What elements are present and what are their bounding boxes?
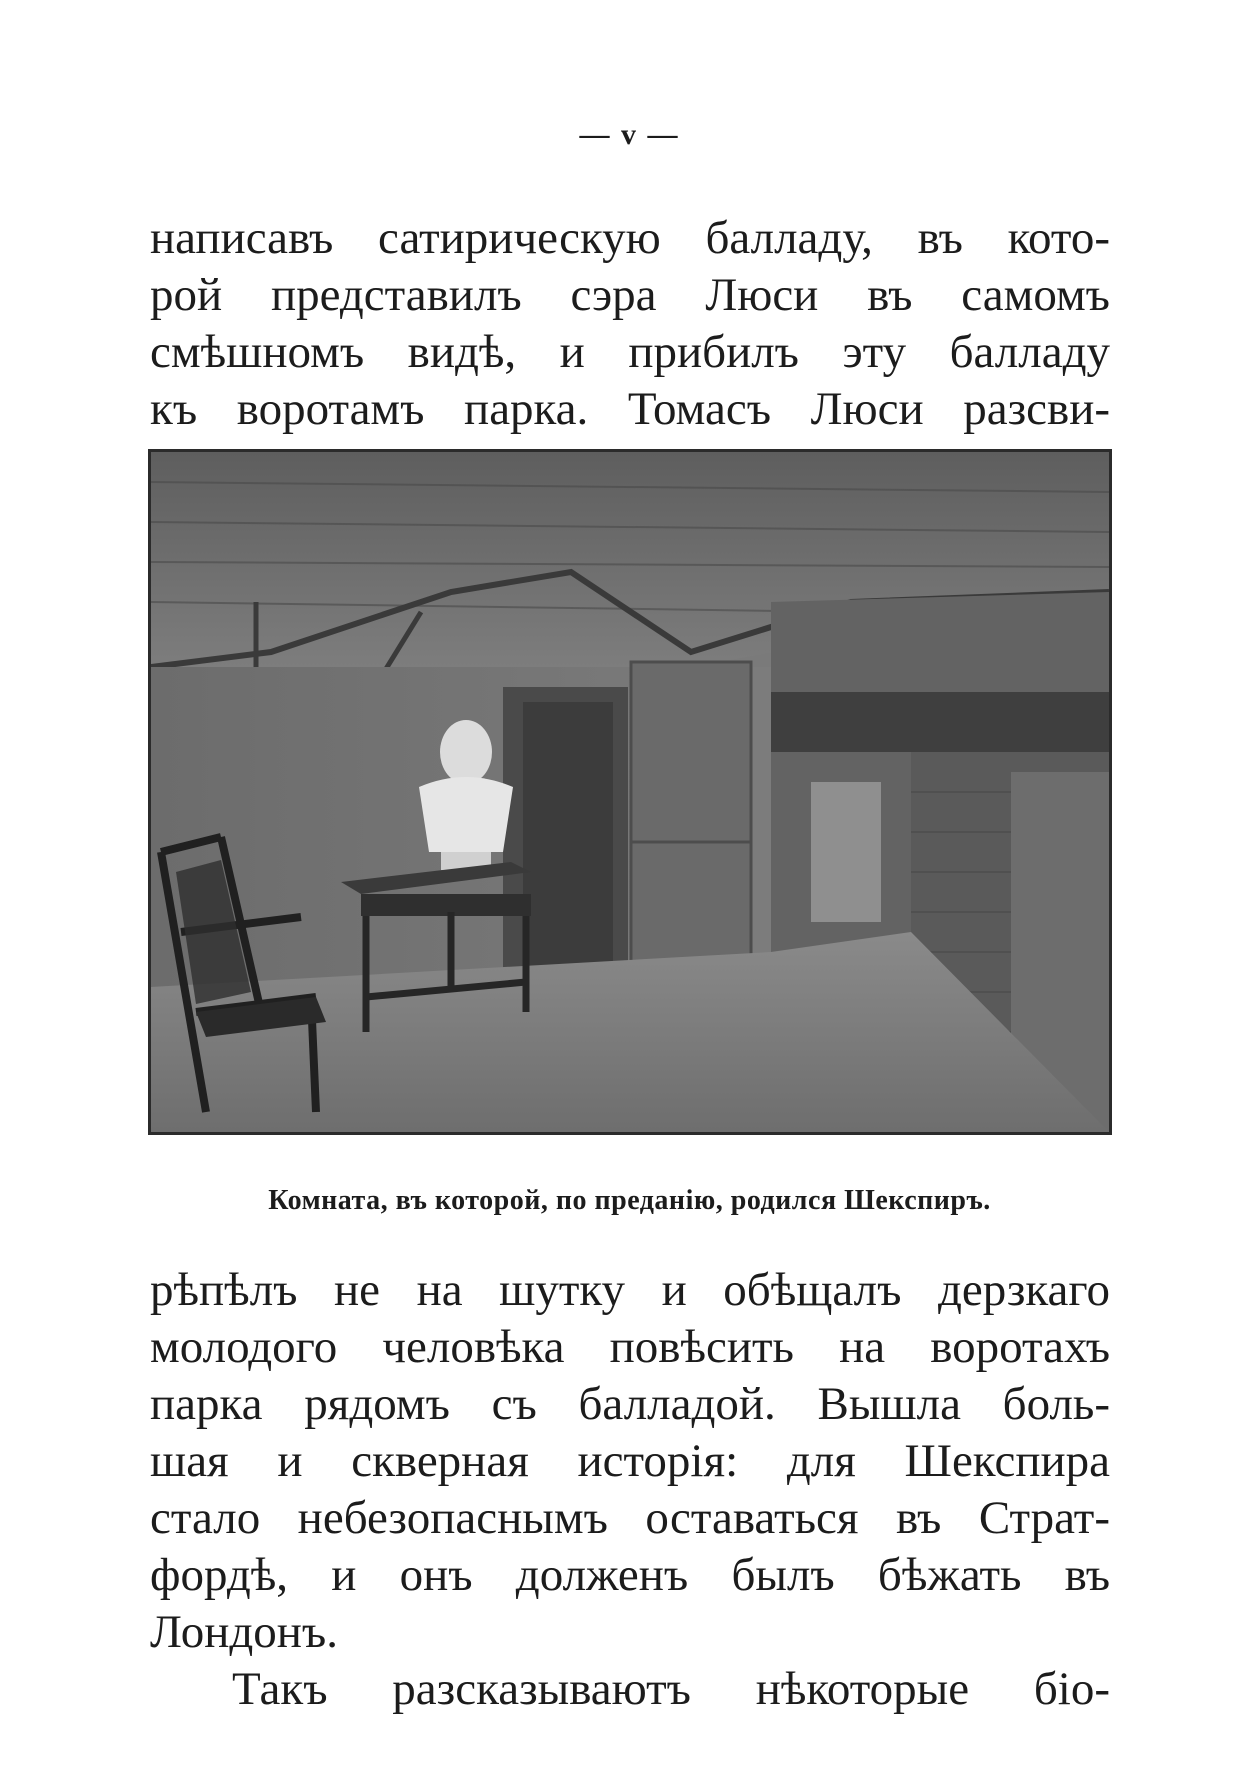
room-illustration bbox=[151, 452, 1109, 1132]
paragraph-bottom bbox=[150, 1262, 1110, 1718]
text-line: рой представилъ сэра Люси въ самомъ bbox=[150, 269, 1110, 321]
text-line: написавъ сатирическую балладу, въ кото- bbox=[150, 212, 1110, 264]
text-line: рѣпѣлъ не на шутку и обѣщалъ дерзкаго bbox=[150, 1264, 1110, 1316]
text-line: Лондонъ. bbox=[150, 1606, 338, 1658]
text-line: смѣшномъ видѣ, и прибилъ эту балладу bbox=[150, 326, 1110, 378]
text-line: стало небезопаснымъ оставаться въ Страт- bbox=[150, 1492, 1110, 1544]
text-line: фордѣ, и онъ долженъ былъ бѣжать въ bbox=[150, 1549, 1110, 1601]
text-line: парка рядомъ съ балладой. Вышла боль- bbox=[150, 1378, 1110, 1430]
text-line: къ воротамъ парка. Томасъ Люси разсви- bbox=[150, 383, 1110, 435]
figure-caption: Комната, въ которой, по преданію, родился Шекспиръ. bbox=[268, 1185, 991, 1216]
text-line-next-paragraph: Такъ разсказываютъ нѣкоторые біо- bbox=[232, 1663, 1110, 1715]
text-line: шая и скверная исторія: для Шекспира bbox=[150, 1435, 1110, 1487]
page-number: — v — bbox=[579, 118, 680, 151]
paragraph-top bbox=[150, 210, 1110, 438]
room-photograph bbox=[148, 449, 1112, 1135]
text-line: молодого человѣка повѣсить на воротахъ bbox=[150, 1321, 1110, 1373]
